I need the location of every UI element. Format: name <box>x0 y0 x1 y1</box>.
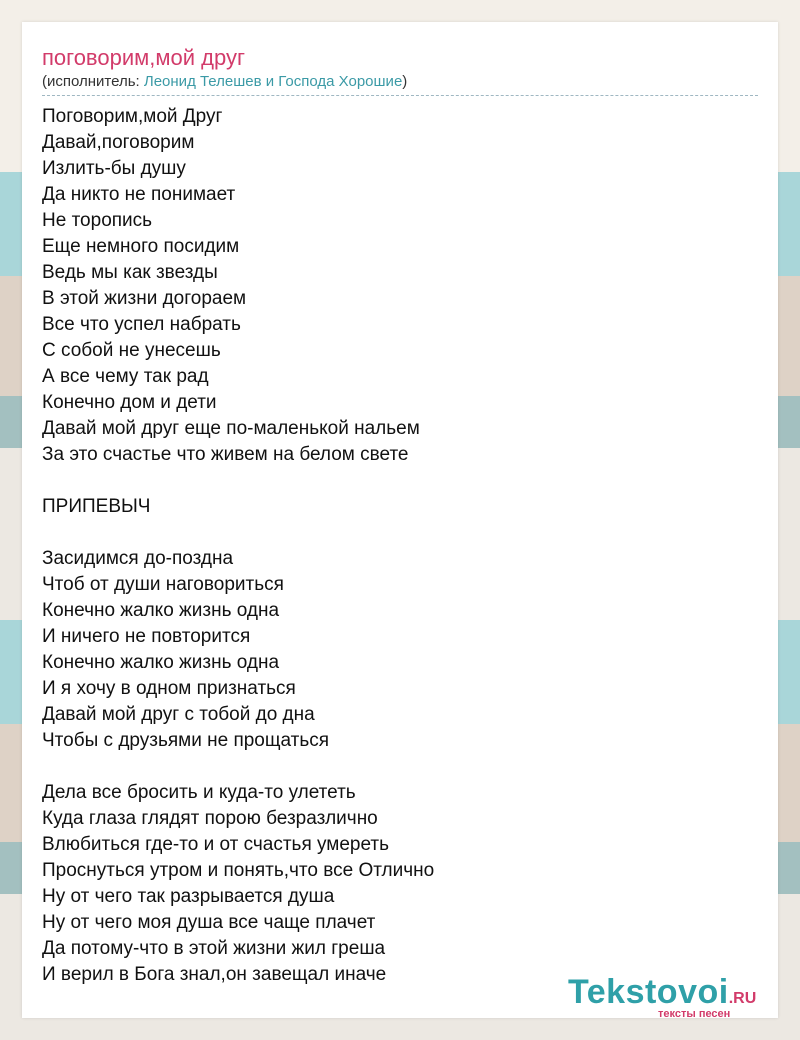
lyric-line: И я хочу в одном признаться <box>42 678 296 699</box>
lyric-chorus-label: ПРИПЕВЫЧ <box>42 496 151 517</box>
lyric-line: Ну от чего так разрывается душа <box>42 886 335 907</box>
artist-suffix: ) <box>402 73 408 90</box>
lyric-line: Куда глаза глядят порою безразлично <box>42 808 378 829</box>
lyric-line: За это счастье что живем на белом свете <box>42 444 409 465</box>
lyric-blank-line <box>42 754 758 780</box>
lyric-line: Дела все бросить и куда-то улететь <box>42 782 356 803</box>
lyric-line: Излить-бы душу <box>42 158 186 179</box>
lyric-line: Чтобы с друзьями не прощаться <box>42 730 330 751</box>
lyrics-text <box>42 104 758 988</box>
lyric-line: Проснуться утром и понять,что все Отлично <box>42 860 435 881</box>
logo-name: Tekstovoi <box>568 973 729 1011</box>
artist-prefix: (исполнитель: <box>42 73 144 90</box>
lyric-line: Конечно жалко жизнь одна <box>42 600 280 621</box>
logo-tld: .RU <box>728 990 757 1007</box>
lyric-line: С собой не унесешь <box>42 340 221 361</box>
lyric-line: Давай мой друг еще по-маленькой нальем <box>42 418 420 439</box>
song-title: поговорим,мой друг <box>42 45 245 70</box>
lyric-line: Чтоб от души наговориться <box>42 574 284 595</box>
lyric-line: Поговорим,мой Друг <box>42 106 223 127</box>
lyric-line: И ничего не повторится <box>42 626 251 647</box>
lyric-line: Все что успел набрать <box>42 314 241 335</box>
lyric-line: Давай мой друг с тобой до дна <box>42 704 315 725</box>
lyric-line: Не торопись <box>42 210 153 231</box>
lyric-line: И верил в Бога знал,он завещал иначе <box>42 964 387 985</box>
lyric-line: Еще немного посидим <box>42 236 240 257</box>
lyric-line: Да никто не понимает <box>42 184 236 205</box>
logo-tagline: тексты песен <box>658 1008 731 1020</box>
lyric-line: Конечно дом и дети <box>42 392 217 413</box>
lyric-line: Засидимся до-поздна <box>42 548 234 569</box>
song-header <box>42 44 758 96</box>
artist-link[interactable]: Леонид Телешев и Господа Хорошие <box>143 73 403 90</box>
lyrics-card <box>22 22 778 1018</box>
lyric-line: Влюбиться где-то и от счастья умереть <box>42 834 390 855</box>
site-logo[interactable] <box>568 974 778 1024</box>
lyric-blank-line <box>42 520 758 546</box>
lyric-line: Давай,поговорим <box>42 132 195 153</box>
lyric-line: В этой жизни догораем <box>42 288 247 309</box>
lyric-line: Ведь мы как звезды <box>42 262 218 283</box>
lyric-line: Конечно жалко жизнь одна <box>42 652 280 673</box>
lyric-line: А все чему так рад <box>42 366 209 387</box>
artist-line <box>42 72 758 92</box>
lyric-blank-line <box>42 468 758 494</box>
lyric-line: Да потому-что в этой жизни жил греша <box>42 938 386 959</box>
lyric-line: Ну от чего моя душа все чаще плачет <box>42 912 376 933</box>
